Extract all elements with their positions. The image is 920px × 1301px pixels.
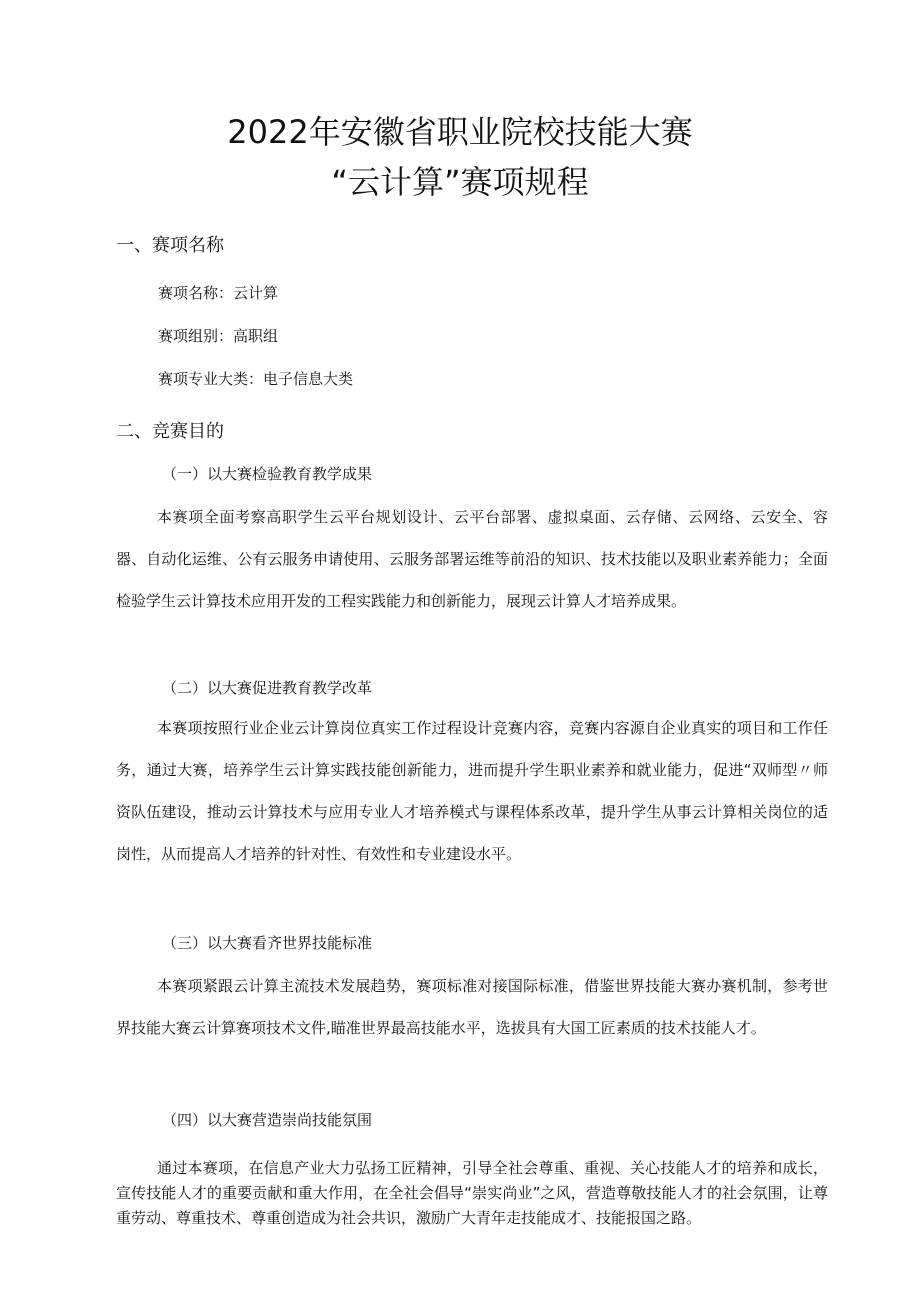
document-title-line1: 2022年安徽省职业院校技能大赛	[227, 113, 693, 151]
field-event-category: 赛项专业大类：电子信息大类	[158, 370, 354, 388]
subsection-1-body: 本赛项全面考察高职学生云平台规划设计、云平台部署、虚拟桌面、云存储、云网络、云安全、容器、自动化运维、公有云服务申请使用、云服务部署运维等前沿的知识、技术技能以及职业素养能力；全面检验学生云计算技术应用开发的工程实践能力和创新能力，展现云计算人才培养成果。	[116, 508, 828, 610]
field-event-name: 赛项名称：云计算	[158, 284, 279, 302]
document-title-line2: “云计算”赛项规程	[331, 163, 589, 201]
section2-heading: 二、竞赛目的	[116, 421, 224, 442]
subsection-3-body: 本赛项紧跟云计算主流技术发展趋势，赛项标准对接国际标准，借鉴世界技能大赛办赛机制，参考世界技能大赛云计算赛项技术文件,瞄准世界最高技能水平，选拔具有大国工匠素质的技术技能人才。	[116, 977, 828, 1037]
subsection-3-title: （三）以大赛看齐世界技能标准	[162, 934, 373, 952]
subsection-4-body: 通过本赛项，在信息产业大力弘扬工匠精神，引导全社会尊重、重视、关心技能人才的培养和成长，宣传技能人才的重要贡献和重大作用，在全社会倡导“崇实尚业”之风，营造尊敬技能人才的社会氛围，让尊重劳动、尊重技术、尊重创造成为社会共识，激励广大青年走技能成才、技能报国之路。	[116, 1159, 828, 1227]
subsection-2-body: 本赛项按照行业企业云计算岗位真实工作过程设计竞赛内容，竞赛内容源自企业真实的项目和工作任务，通过大赛，培养学生云计算实践技能创新能力，进而提升学生职业素养和就业能力，促进“双师型〃师资队伍建设，推动云计算技术与应用专业人才培养模式与课程体系改革，提升学生从事云计算相关岗位的适岗性，从而提高人才培养的针对性、有效性和专业建设水平。	[116, 719, 828, 863]
subsection-1-title: （一）以大赛检验教育教学成果	[162, 465, 373, 483]
field-event-group: 赛项组别：高职组	[158, 327, 279, 345]
subsection-4-title: （四）以大赛营造崇尚技能氛围	[162, 1111, 373, 1129]
section1-heading: 一、赛项名称	[116, 235, 224, 256]
subsection-2-title: （二）以大赛促进教育教学改革	[162, 679, 373, 697]
